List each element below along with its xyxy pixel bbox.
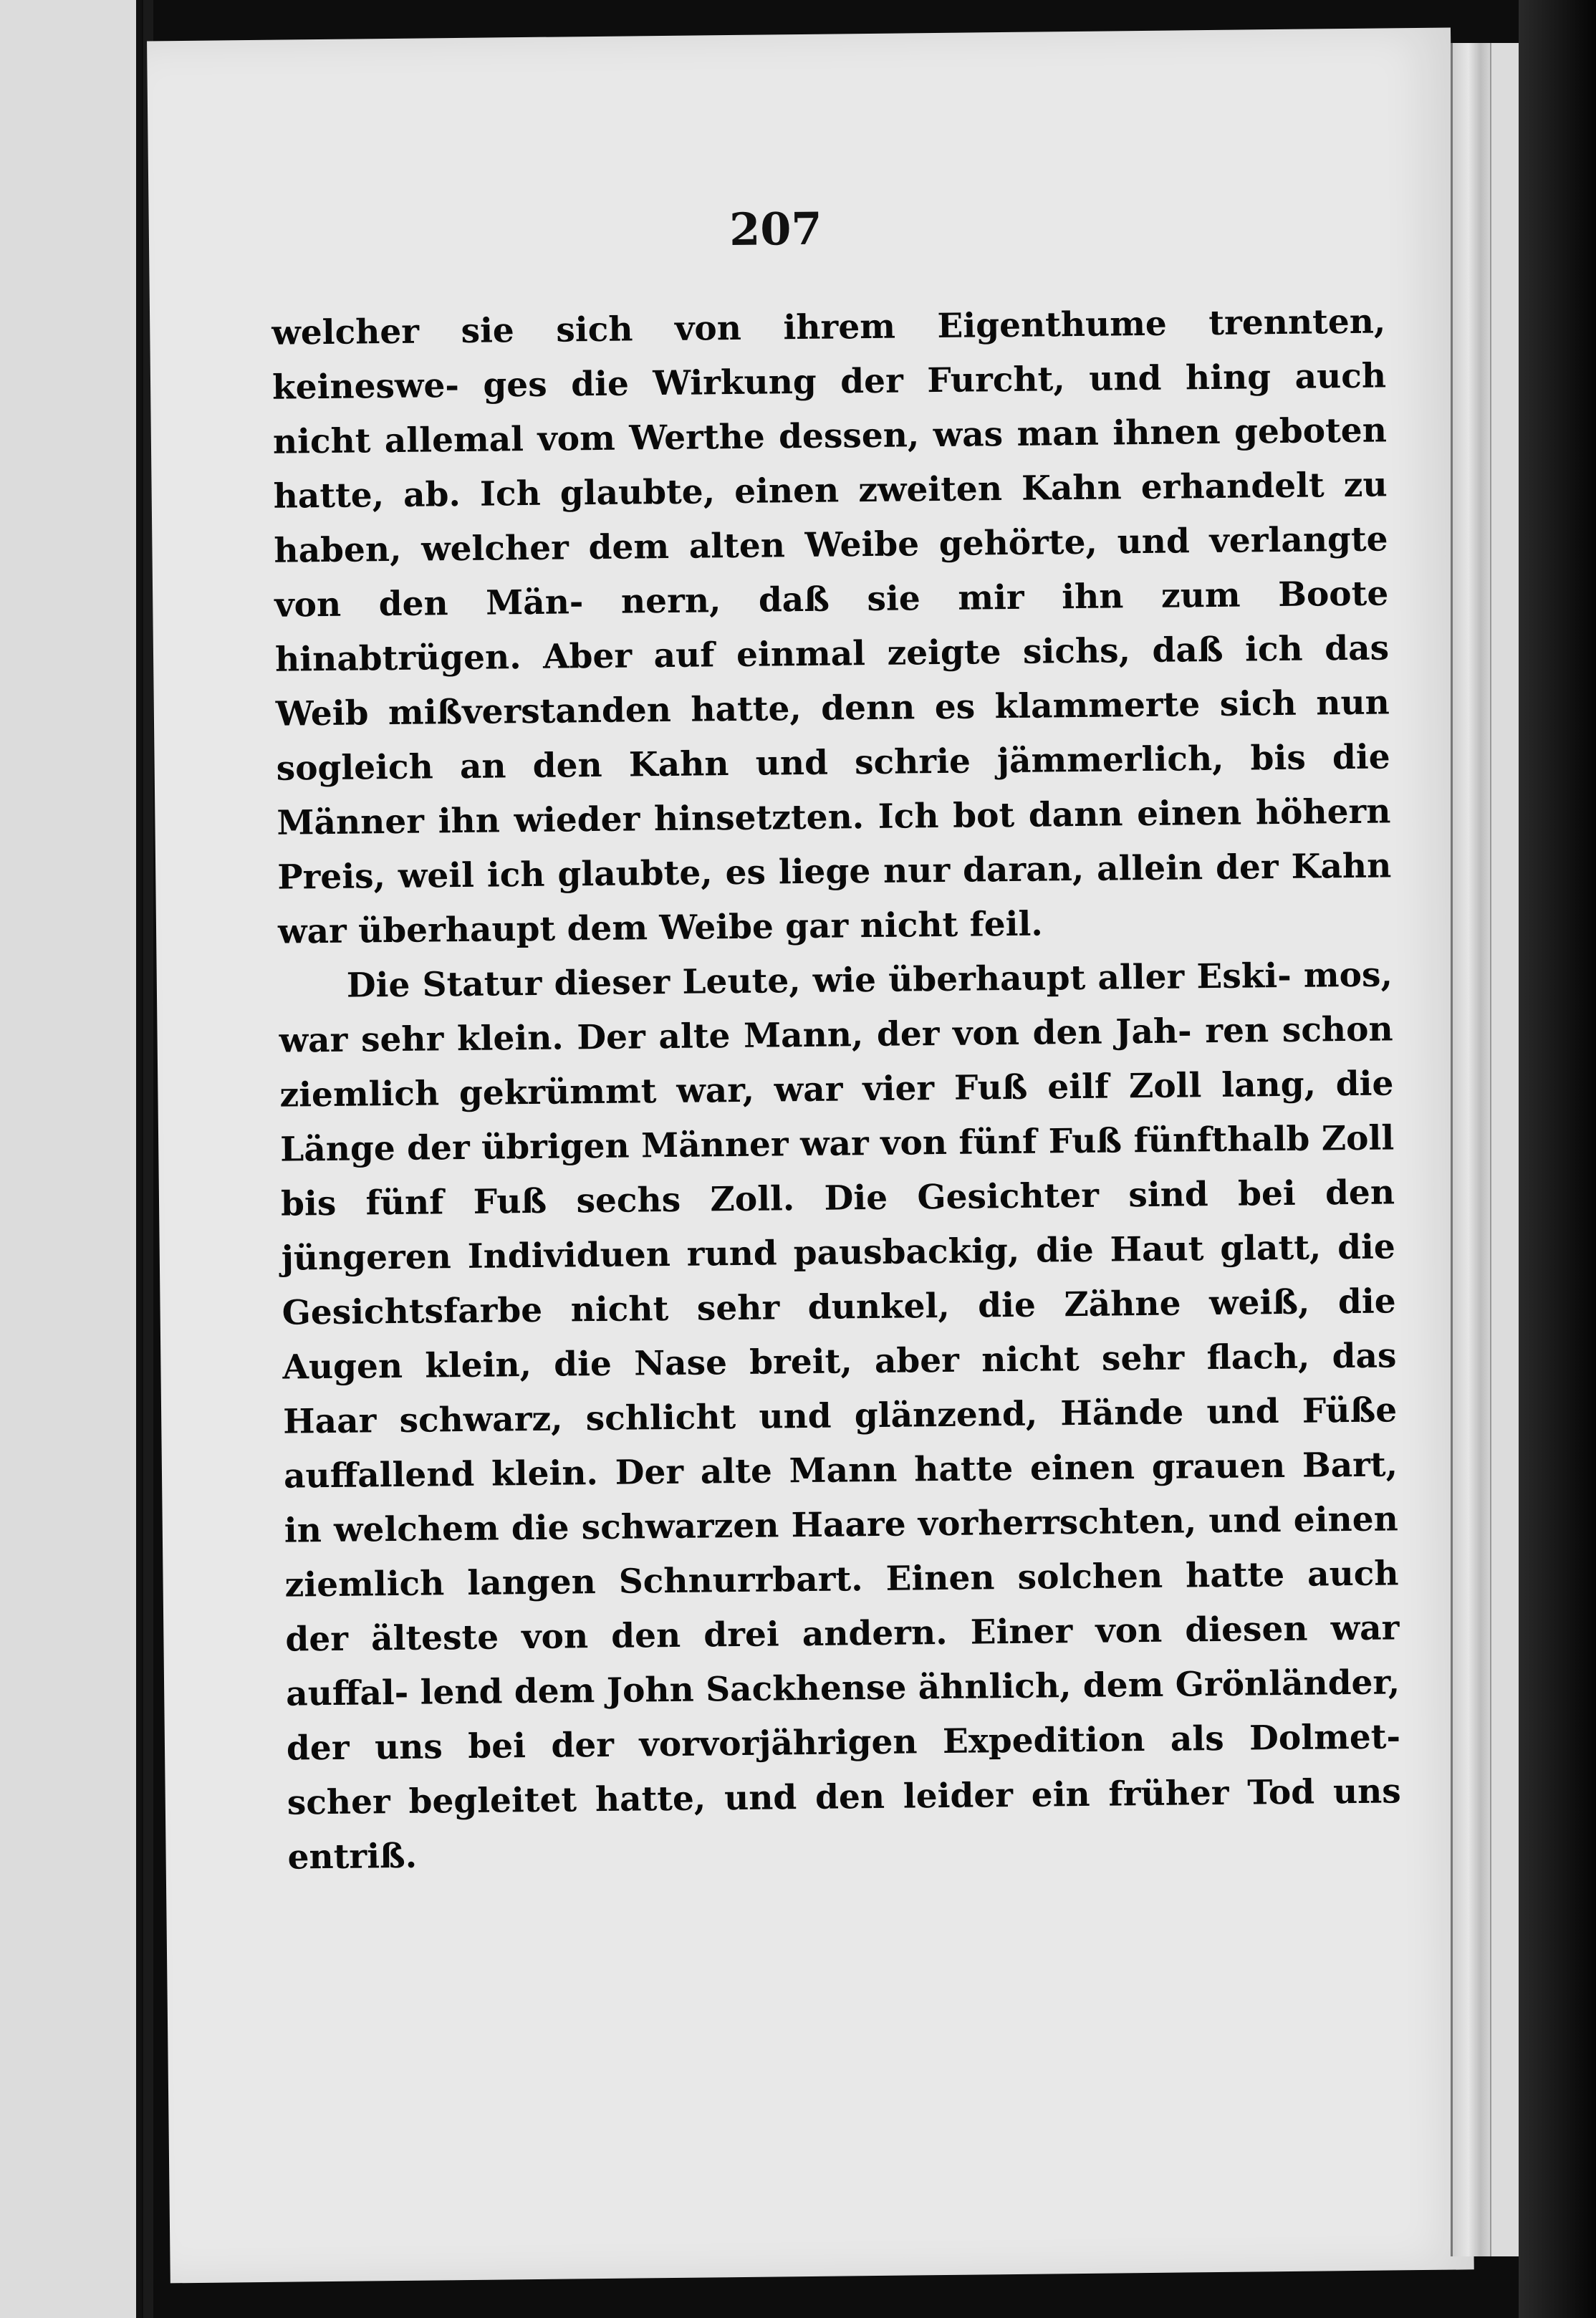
paragraph-1: welcher sie sich von ihrem Eigenthume trennten, keineswe- ges die Wirkung der Furcht, und hing auch nicht allemal vom Werthe dessen, was man ihnen geboten hatte, ab. Ich glaubte, einen zweiten Kahn erhandelt zu haben, welcher dem alten Weibe gehörte, und verlangte von den Män- nern, daß sie mir ihn zum Boote hinabtrügen. Aber auf einmal zeigte sichs, daß ich das Weib mißverstanden hatte, denn es klammerte sich nun sogleich an den Kahn und schrie jämmerlich, bis die Männer ihn wieder hinsetzten. Ich bot dann einen höhern Preis, weil ich glaubte, es liege nur daran, allein der Kahn war überhaupt dem Weibe gar nicht feil. (271, 302, 1392, 952)
page-edge (1451, 43, 1492, 2256)
body-text (271, 294, 1402, 1885)
scan-background (1519, 0, 1596, 2318)
facing-page (0, 0, 142, 2318)
book-page (147, 27, 1474, 2283)
page-number: 207 (729, 202, 822, 256)
page-edge-back (1490, 43, 1520, 2256)
paragraph-2: Die Statur dieser Leute, wie überhaupt aller Eski- mos, war sehr klein. Der alte Mann, der von den Jah- ren schon ziemlich gekrümmt war, war vier Fuß eilf Zoll lang, die Länge der übrigen Männer war von fünf Fuß fünfthalb Zoll bis fünf Fuß sechs Zoll. Die Gesichter sind bei den jüngeren Individuen rund pausbackig, die Haut glatt, die Gesichtsfarbe nicht sehr dunkel, die Zähne weiß, die Augen klein, die Nase breit, aber nicht sehr flach, das Haar schwarz, schlicht und glänzend, Hände und Füße auffallend klein. Der alte Mann hatte einen grauen Bart, in welchem die schwarzen Haare vorherrschten, und einen ziemlich langen Schnurrbart. Einen solchen hatte auch der älteste von den drei andern. Einer von diesen war auffal- lend dem John Sackhense ähnlich, dem Grönländer, der uns bei der vorvorjährigen Expedition als Dolmet- scher begleitet hatte, und den leider ein früher Tod uns entriß. (279, 955, 1402, 1877)
